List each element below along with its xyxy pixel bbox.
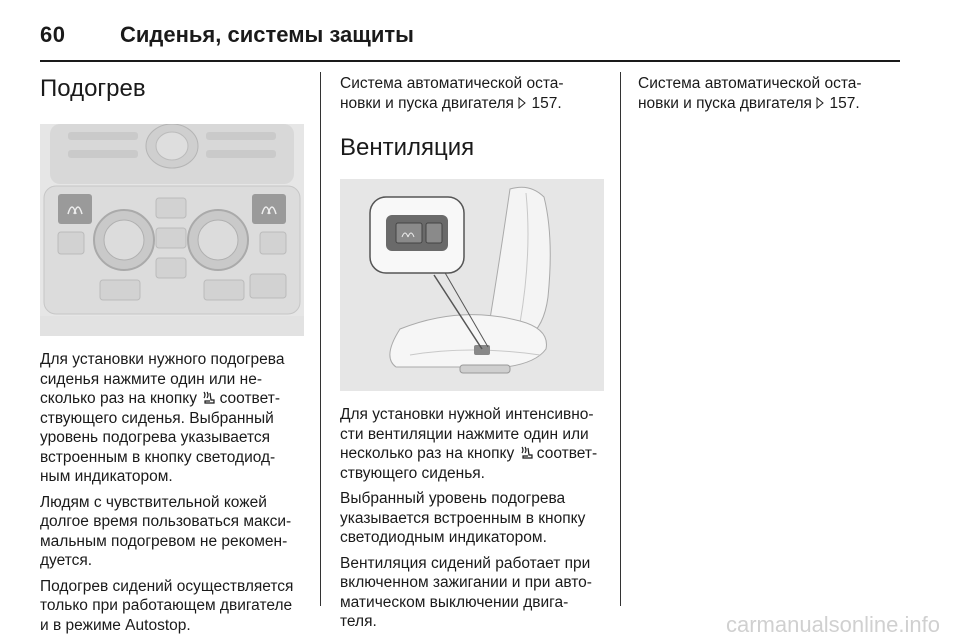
text-line: Людям с чувствительной кожей [40,493,267,511]
ventilation-paragraph-1 [340,405,604,483]
autostop-reference-paragraph [638,74,902,113]
section-heading-heating: Подогрев [40,75,146,102]
ventilated-seat-image [340,179,604,391]
text-span: соответ- [532,445,598,462]
text-line: ным индикатором. [40,468,173,485]
watermark: carmanualsonline.info [725,612,940,637]
text-line [340,94,604,114]
seat-heater-icon [201,391,215,405]
text-line: включенном зажигании и при авто- [340,574,592,591]
text-line: ствующего сиденья. Выбранный [40,409,274,427]
climate-control-panel-image [40,124,304,336]
column-autostop [638,74,902,113]
column-heating [40,74,304,635]
text-line: мальным подогревом не рекомен- [40,532,288,550]
text-line: ствующего сиденья. [340,464,485,482]
text-line [638,94,902,114]
text-line: Система автоматической оста- [638,75,862,92]
heating-paragraph-3 [40,577,304,636]
page-number: 60 [40,22,66,47]
page-reference: 157. [829,94,860,112]
text-line: теля. [340,613,377,630]
text-line: Вентиляция сидений работает при [340,554,591,572]
page-reference: 157. [531,94,562,112]
text-line: сти вентиляции нажмите один или [340,425,589,443]
text-span: соответ- [215,390,280,407]
text-line: только при работающем двигателе [40,597,293,614]
text-line [340,444,604,464]
text-line: Для установки нужного подогрева [40,351,285,368]
page-reference-arrow-icon [518,97,527,109]
ventilated-seat-illustration [340,179,604,391]
header-divider [40,60,900,62]
text-span: сколько раз на кнопку [40,390,202,407]
column-divider-1 [320,72,321,606]
section-heading-ventilation: Вентиляция [340,134,475,161]
text-line: уровень подогрева указывается [40,429,271,446]
text-line: сиденья нажмите один или не- [40,370,262,388]
page-reference-arrow-icon [816,97,825,109]
text-line [40,389,304,409]
text-line: дуется. [40,552,93,569]
text-line: и в режиме Autostop. [40,616,191,634]
column-ventilation [340,74,604,632]
heating-paragraph-2 [40,493,304,571]
ventilation-paragraph-3 [340,554,604,632]
text-line: долгое время пользоваться макси- [40,513,292,530]
text-line: Подогрев сидений осуществляется [40,577,294,595]
text-line: матическом выключении двига- [340,593,569,611]
text-line: светодиодным индикатором. [340,529,547,546]
text-line: Выбранный уровень подогрева [340,490,566,507]
climate-control-panel-illustration [40,124,304,336]
heating-paragraph-1 [40,350,304,487]
text-line: Для установки нужной интенсивно- [340,406,594,423]
text-line: встроенным в кнопку светодиод- [40,448,276,466]
autostop-reference-paragraph [340,74,604,113]
chapter-title: Сиденья, системы защиты [120,22,414,47]
column-divider-2 [620,72,621,606]
text-span: новки и пуска двигателя [340,94,519,112]
text-line: указывается встроенным в кнопку [340,509,586,527]
seat-ventilation-icon [519,446,533,460]
text-span: новки и пуска двигателя [638,94,817,112]
page-header [40,14,900,58]
text-span: несколько раз на кнопку [340,445,519,462]
ventilation-paragraph-2 [340,489,604,548]
text-line: Система автоматической оста- [340,75,564,92]
